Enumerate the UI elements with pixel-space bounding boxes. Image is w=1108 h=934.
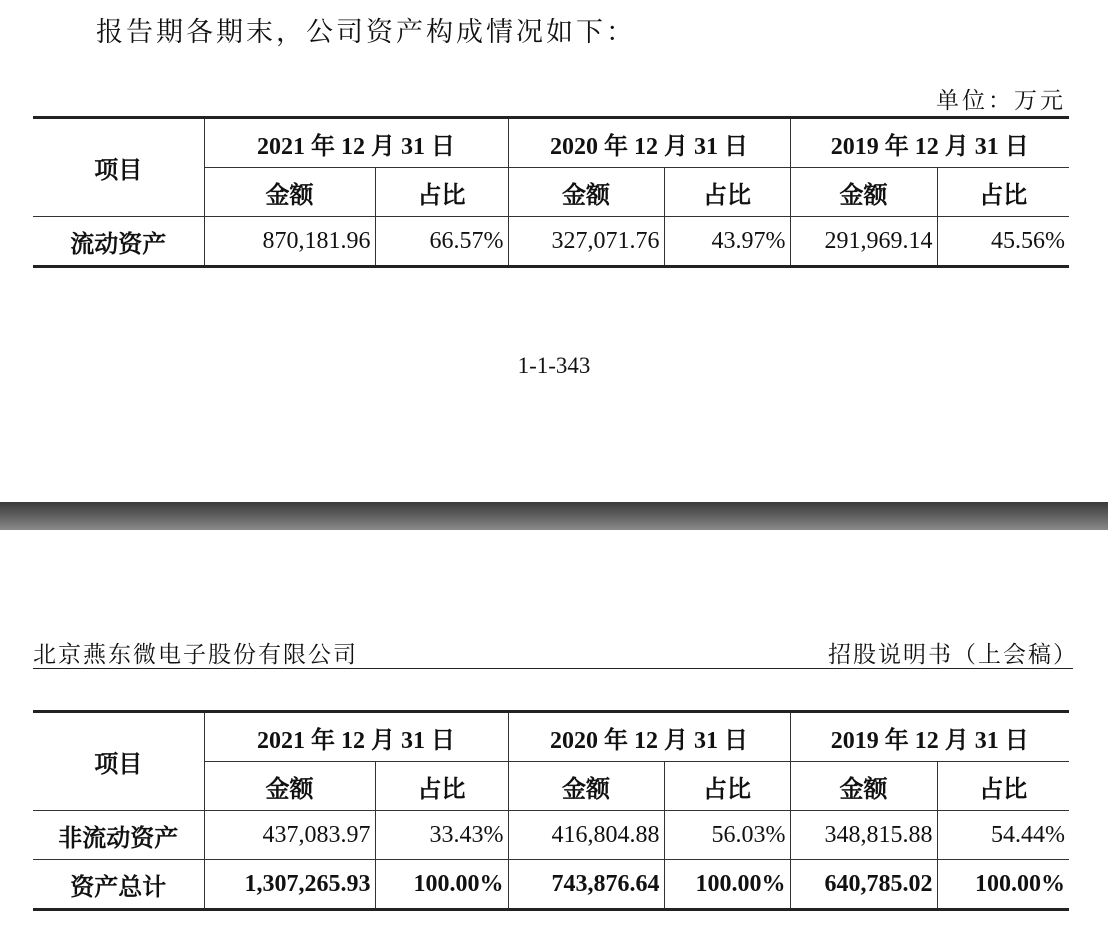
- cell-ratio: 66.57%: [375, 217, 508, 267]
- amount-header: 金额: [508, 762, 664, 811]
- cell-amount: 870,181.96: [204, 217, 375, 267]
- table-header-row: [33, 712, 1069, 762]
- cell-ratio: 56.03%: [664, 811, 790, 860]
- ratio-header: 占比: [937, 762, 1069, 811]
- amount-header: 金额: [790, 168, 937, 217]
- ratio-header: 占比: [937, 168, 1069, 217]
- cell-ratio: 45.56%: [937, 217, 1069, 267]
- table-row: [33, 217, 1069, 267]
- cell-ratio: 100.00%: [937, 860, 1069, 910]
- row-label: 资产总计: [33, 860, 204, 910]
- period-header-2021: 2021 年 12 月 31 日: [204, 712, 508, 762]
- cell-amount: 291,969.14: [790, 217, 937, 267]
- period-header-2019: 2019 年 12 月 31 日: [790, 118, 1069, 168]
- amount-header: 金额: [204, 168, 375, 217]
- period-header-2020: 2020 年 12 月 31 日: [508, 712, 790, 762]
- cell-ratio: 54.44%: [937, 811, 1069, 860]
- table-row-total: [33, 860, 1069, 910]
- asset-table-noncurrent: [33, 710, 1069, 911]
- cell-ratio: 43.97%: [664, 217, 790, 267]
- period-header-2019: 2019 年 12 月 31 日: [790, 712, 1069, 762]
- page-number: 1-1-343: [517, 353, 591, 378]
- item-header: 项目: [33, 118, 204, 217]
- cell-amount: 416,804.88: [508, 811, 664, 860]
- item-header: 项目: [33, 712, 204, 811]
- unit-label: 单位：万元: [936, 88, 1066, 114]
- table-row: [33, 811, 1069, 860]
- document-type: 招股说明书（上会稿）: [828, 642, 1078, 668]
- period-header-2020: 2020 年 12 月 31 日: [508, 118, 790, 168]
- ratio-header: 占比: [664, 168, 790, 217]
- cell-amount: 437,083.97: [204, 811, 375, 860]
- cell-ratio: 100.00%: [375, 860, 508, 910]
- ratio-header: 占比: [375, 762, 508, 811]
- amount-header: 金额: [204, 762, 375, 811]
- ratio-header: 占比: [375, 168, 508, 217]
- cell-ratio: 100.00%: [664, 860, 790, 910]
- page-break-divider: [0, 502, 1108, 530]
- asset-table-current: [33, 116, 1069, 268]
- amount-header: 金额: [508, 168, 664, 217]
- cell-amount: 1,307,265.93: [204, 860, 375, 910]
- period-header-2021: 2021 年 12 月 31 日: [204, 118, 508, 168]
- amount-header: 金额: [790, 762, 937, 811]
- cell-amount: 743,876.64: [508, 860, 664, 910]
- company-name: 北京燕东微电子股份有限公司: [33, 642, 358, 668]
- intro-sentence: 报告期各期末，公司资产构成情况如下：: [96, 17, 636, 48]
- cell-amount: 327,071.76: [508, 217, 664, 267]
- cell-ratio: 33.43%: [375, 811, 508, 860]
- row-label: 非流动资产: [33, 811, 204, 860]
- cell-amount: 348,815.88: [790, 811, 937, 860]
- cell-amount: 640,785.02: [790, 860, 937, 910]
- ratio-header: 占比: [664, 762, 790, 811]
- header-rule: [33, 668, 1073, 669]
- table-header-row: [33, 118, 1069, 168]
- row-label: 流动资产: [33, 217, 204, 267]
